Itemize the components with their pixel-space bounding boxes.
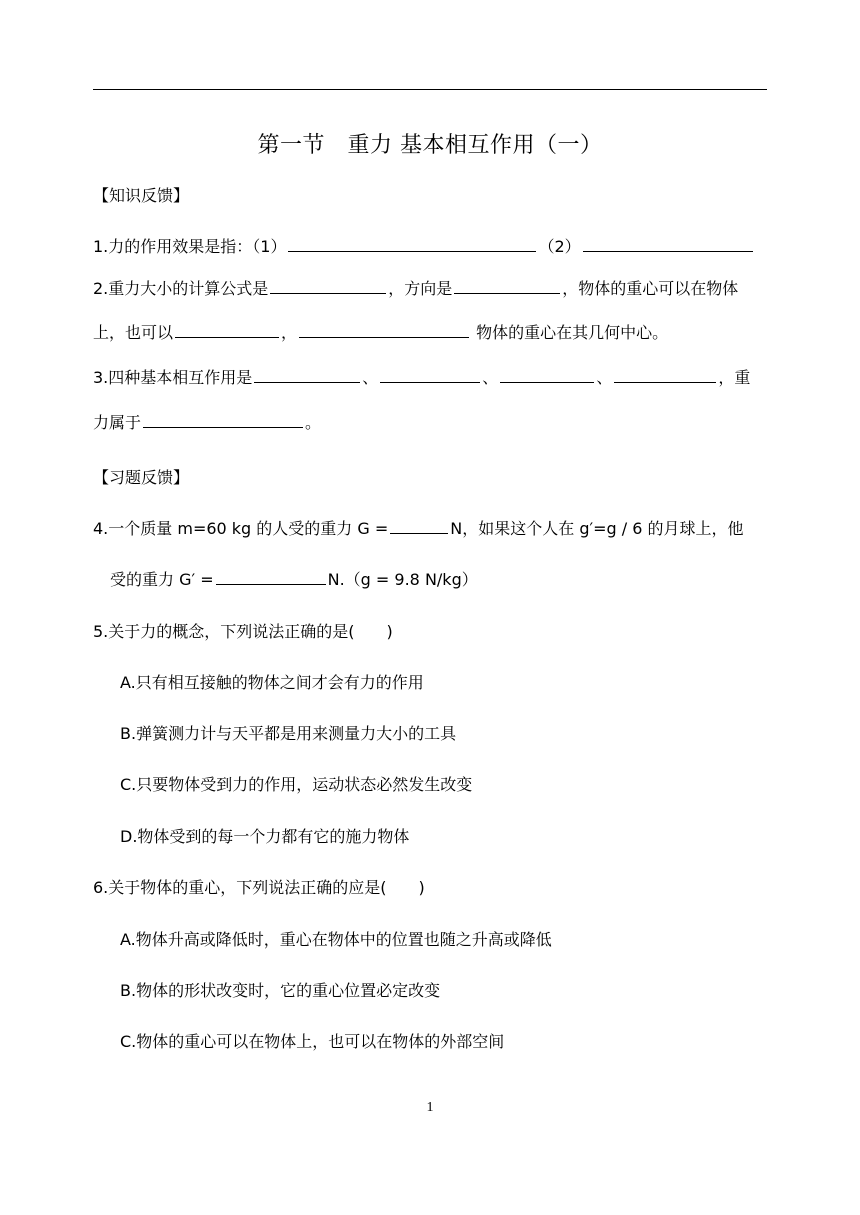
q2-text-c: ，物体的重心可以在物体 [562, 279, 739, 298]
separator: 、 [482, 368, 499, 387]
answer-blank[interactable] [254, 367, 360, 383]
question-3-line-2 [93, 412, 321, 434]
q2-text-d: 上，也可以 [93, 323, 174, 342]
question-1 [93, 236, 755, 258]
answer-blank[interactable] [614, 367, 716, 383]
separator: 、 [596, 368, 613, 387]
q1-text-b: （2） [538, 237, 581, 256]
header-rule [93, 89, 767, 90]
q4-text-a: 4.一个质量 m=60 kg 的人受的重力 G = [93, 519, 389, 538]
q1-text-a: 1.力的作用效果是指：（1） [93, 237, 287, 256]
section-exercise-heading: 【习题反馈】 [93, 468, 190, 487]
answer-blank[interactable] [380, 367, 480, 383]
q2-text-e: ， [281, 323, 298, 342]
answer-blank[interactable] [390, 518, 448, 534]
answer-blank[interactable] [175, 322, 279, 338]
q5-option-d[interactable]: D.物体受到的每一个力都有它的施力物体 [120, 827, 410, 846]
q2-text-a: 2.重力大小的计算公式是 [93, 279, 269, 298]
q4-text-d: N.（g = 9.8 N/kg） [327, 570, 478, 589]
answer-blank[interactable] [143, 412, 303, 428]
question-2-line-2 [93, 322, 668, 344]
q4-text-b: N，如果这个人在 g′=g / 6 的月球上，他 [450, 519, 744, 538]
question-4-line-2 [110, 569, 478, 591]
question-5-stem: 5.关于力的概念，下列说法正确的是( ) [93, 622, 393, 641]
separator: 、 [362, 368, 379, 387]
q5-option-b[interactable]: B.弹簧测力计与天平都是用来测量力大小的工具 [120, 724, 457, 743]
q6-option-c[interactable]: C.物体的重心可以在物体上，也可以在物体的外部空间 [120, 1032, 505, 1051]
section-knowledge-heading: 【知识反馈】 [93, 186, 190, 205]
question-4-line-1 [93, 518, 744, 540]
answer-blank[interactable] [454, 278, 560, 294]
q2-text-f: 物体的重心在其几何中心。 [476, 323, 669, 342]
answer-blank[interactable] [500, 367, 594, 383]
page-number: 1 [426, 1100, 434, 1115]
answer-blank[interactable] [299, 322, 469, 338]
page-title: 第一节 重力 基本相互作用（一） [257, 133, 603, 158]
q5-option-a[interactable]: A.只有相互接触的物体之间才会有力的作用 [120, 673, 424, 692]
q3-text-a: 3.四种基本相互作用是 [93, 368, 253, 387]
q2-text-b: ，方向是 [388, 279, 453, 298]
question-2-line-1 [93, 278, 738, 300]
question-6-stem: 6.关于物体的重心，下列说法正确的应是( ) [93, 878, 425, 897]
answer-blank[interactable] [270, 278, 386, 294]
q3-text-b: ，重 [718, 368, 751, 387]
answer-blank[interactable] [583, 236, 753, 252]
q4-text-c: 受的重力 G′ = [110, 570, 214, 589]
answer-blank[interactable] [288, 236, 536, 252]
q3-text-c: 力属于 [93, 413, 142, 432]
q3-text-d: 。 [305, 413, 322, 432]
q5-option-c[interactable]: C.只要物体受到力的作用，运动状态必然发生改变 [120, 775, 473, 794]
q6-option-b[interactable]: B.物体的形状改变时，它的重心位置必定改变 [120, 981, 441, 1000]
question-3-line-1 [93, 367, 750, 389]
answer-blank[interactable] [216, 569, 326, 585]
q6-option-a[interactable]: A.物体升高或降低时，重心在物体中的位置也随之升高或降低 [120, 930, 552, 949]
